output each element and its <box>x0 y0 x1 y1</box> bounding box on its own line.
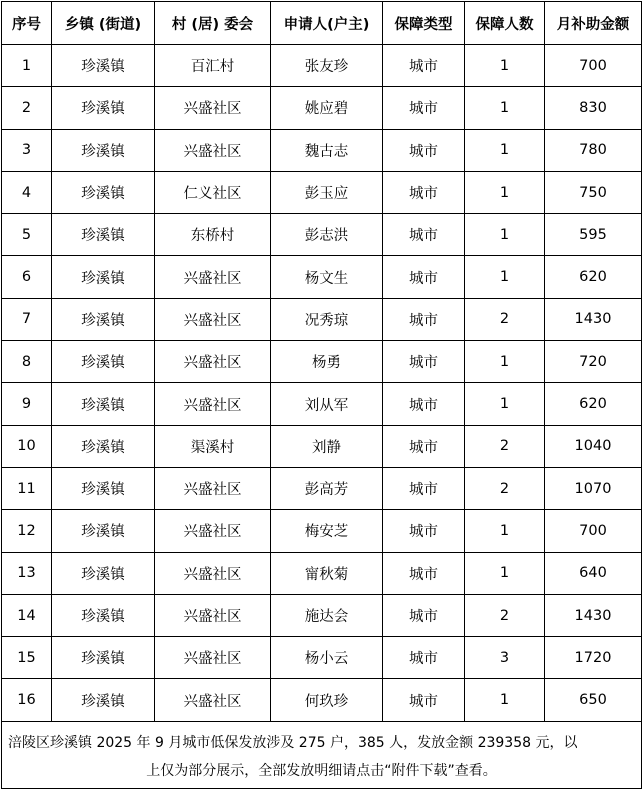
cell-col-persons: 1 <box>465 171 545 213</box>
cell-col-type: 城市 <box>383 552 465 594</box>
cell-col-village: 百汇村 <box>155 45 271 87</box>
cell-col-applicant: 杨勇 <box>271 341 383 383</box>
cell-col-applicant: 杨小云 <box>271 637 383 679</box>
header-col-index: 序号 <box>2 2 52 45</box>
cell-col-amount: 595 <box>545 214 642 256</box>
cell-col-town: 珍溪镇 <box>52 552 155 594</box>
table-row <box>2 298 642 340</box>
cell-col-index: 7 <box>2 298 52 340</box>
cell-col-town: 珍溪镇 <box>52 467 155 509</box>
cell-col-village: 兴盛社区 <box>155 129 271 171</box>
cell-col-applicant: 刘静 <box>271 425 383 467</box>
cell-col-type: 城市 <box>383 510 465 552</box>
cell-col-village: 兴盛社区 <box>155 552 271 594</box>
cell-col-applicant: 彭高芳 <box>271 467 383 509</box>
table-row <box>2 510 642 552</box>
cell-col-index: 14 <box>2 594 52 636</box>
summary-note-line1: 涪陵区珍溪镇 2025 年 9 月城市低保发放涉及 275 户，385 人，发放金额 239358 元，以 <box>8 734 578 751</box>
cell-col-town: 珍溪镇 <box>52 341 155 383</box>
cell-col-index: 1 <box>2 45 52 87</box>
cell-col-persons: 1 <box>465 256 545 298</box>
cell-col-persons: 2 <box>465 425 545 467</box>
table-row <box>2 87 642 129</box>
header-col-amount: 月补助金额 <box>545 2 642 45</box>
cell-col-town: 珍溪镇 <box>52 594 155 636</box>
cell-col-index: 6 <box>2 256 52 298</box>
cell-col-type: 城市 <box>383 298 465 340</box>
cell-col-amount: 750 <box>545 171 642 213</box>
header-row <box>2 2 642 45</box>
cell-col-town: 珍溪镇 <box>52 637 155 679</box>
summary-note-line2: 上仅为部分展示，全部发放明细请点击“附件下载”查看。 <box>146 762 497 779</box>
cell-col-applicant: 梅安芝 <box>271 510 383 552</box>
cell-col-amount: 830 <box>545 87 642 129</box>
table-row <box>2 552 642 594</box>
header-col-applicant: 申请人(户主) <box>271 2 383 45</box>
cell-col-village: 渠溪村 <box>155 425 271 467</box>
cell-col-town: 珍溪镇 <box>52 425 155 467</box>
table-row <box>2 383 642 425</box>
cell-col-type: 城市 <box>383 129 465 171</box>
cell-col-persons: 2 <box>465 298 545 340</box>
cell-col-type: 城市 <box>383 87 465 129</box>
cell-col-applicant: 甯秋菊 <box>271 552 383 594</box>
cell-col-village: 兴盛社区 <box>155 594 271 636</box>
cell-col-amount: 700 <box>545 510 642 552</box>
cell-col-town: 珍溪镇 <box>52 214 155 256</box>
cell-col-town: 珍溪镇 <box>52 129 155 171</box>
cell-col-index: 5 <box>2 214 52 256</box>
table-row <box>2 341 642 383</box>
cell-col-index: 4 <box>2 171 52 213</box>
cell-col-type: 城市 <box>383 594 465 636</box>
cell-col-applicant: 施达会 <box>271 594 383 636</box>
cell-col-persons: 1 <box>465 552 545 594</box>
cell-col-persons: 1 <box>465 87 545 129</box>
cell-col-applicant: 况秀琼 <box>271 298 383 340</box>
cell-col-index: 15 <box>2 637 52 679</box>
cell-col-amount: 780 <box>545 129 642 171</box>
cell-col-amount: 720 <box>545 341 642 383</box>
cell-col-village: 兴盛社区 <box>155 679 271 721</box>
cell-col-applicant: 刘从军 <box>271 383 383 425</box>
cell-col-index: 12 <box>2 510 52 552</box>
cell-col-index: 9 <box>2 383 52 425</box>
cell-col-town: 珍溪镇 <box>52 383 155 425</box>
cell-col-village: 兴盛社区 <box>155 383 271 425</box>
cell-col-applicant: 彭志洪 <box>271 214 383 256</box>
header-col-village: 村 (居) 委会 <box>155 2 271 45</box>
cell-col-amount: 1040 <box>545 425 642 467</box>
table-row <box>2 256 642 298</box>
cell-col-type: 城市 <box>383 341 465 383</box>
cell-col-applicant: 姚应碧 <box>271 87 383 129</box>
cell-col-persons: 1 <box>465 129 545 171</box>
cell-col-amount: 700 <box>545 45 642 87</box>
cell-col-index: 10 <box>2 425 52 467</box>
cell-col-town: 珍溪镇 <box>52 87 155 129</box>
cell-col-amount: 1430 <box>545 594 642 636</box>
note-row <box>2 721 642 788</box>
cell-col-type: 城市 <box>383 679 465 721</box>
cell-col-amount: 1720 <box>545 637 642 679</box>
table-row <box>2 637 642 679</box>
cell-col-type: 城市 <box>383 425 465 467</box>
cell-col-village: 兴盛社区 <box>155 510 271 552</box>
cell-col-applicant: 张友珍 <box>271 45 383 87</box>
cell-col-village: 仁义社区 <box>155 171 271 213</box>
header-col-town: 乡镇 (街道) <box>52 2 155 45</box>
cell-col-amount: 1430 <box>545 298 642 340</box>
cell-col-village: 东桥村 <box>155 214 271 256</box>
cell-col-persons: 1 <box>465 45 545 87</box>
cell-col-persons: 1 <box>465 383 545 425</box>
cell-col-town: 珍溪镇 <box>52 298 155 340</box>
cell-col-index: 3 <box>2 129 52 171</box>
table-row <box>2 425 642 467</box>
cell-col-index: 16 <box>2 679 52 721</box>
cell-col-town: 珍溪镇 <box>52 510 155 552</box>
cell-col-type: 城市 <box>383 171 465 213</box>
cell-col-applicant: 彭玉应 <box>271 171 383 213</box>
cell-col-index: 8 <box>2 341 52 383</box>
table-body <box>2 45 642 722</box>
table-row <box>2 214 642 256</box>
cell-col-type: 城市 <box>383 256 465 298</box>
cell-col-type: 城市 <box>383 45 465 87</box>
cell-col-index: 13 <box>2 552 52 594</box>
cell-col-town: 珍溪镇 <box>52 45 155 87</box>
cell-col-persons: 2 <box>465 467 545 509</box>
cell-col-applicant: 魏古志 <box>271 129 383 171</box>
cell-col-town: 珍溪镇 <box>52 171 155 213</box>
header-col-persons: 保障人数 <box>465 2 545 45</box>
cell-col-town: 珍溪镇 <box>52 679 155 721</box>
table-row <box>2 171 642 213</box>
cell-col-town: 珍溪镇 <box>52 256 155 298</box>
table-row <box>2 594 642 636</box>
cell-col-village: 兴盛社区 <box>155 87 271 129</box>
summary-note <box>2 721 642 788</box>
cell-col-type: 城市 <box>383 637 465 679</box>
cell-col-persons: 1 <box>465 510 545 552</box>
cell-col-amount: 620 <box>545 256 642 298</box>
cell-col-village: 兴盛社区 <box>155 467 271 509</box>
cell-col-amount: 620 <box>545 383 642 425</box>
cell-col-type: 城市 <box>383 467 465 509</box>
cell-col-village: 兴盛社区 <box>155 298 271 340</box>
cell-col-amount: 640 <box>545 552 642 594</box>
cell-col-index: 11 <box>2 467 52 509</box>
cell-col-type: 城市 <box>383 214 465 256</box>
cell-col-applicant: 杨文生 <box>271 256 383 298</box>
cell-col-index: 2 <box>2 87 52 129</box>
table-row <box>2 679 642 721</box>
cell-col-persons: 3 <box>465 637 545 679</box>
cell-col-amount: 1070 <box>545 467 642 509</box>
table-row <box>2 45 642 87</box>
header-col-type: 保障类型 <box>383 2 465 45</box>
cell-col-village: 兴盛社区 <box>155 256 271 298</box>
table-row <box>2 129 642 171</box>
cell-col-persons: 1 <box>465 679 545 721</box>
cell-col-persons: 2 <box>465 594 545 636</box>
cell-col-persons: 1 <box>465 341 545 383</box>
cell-col-amount: 650 <box>545 679 642 721</box>
cell-col-type: 城市 <box>383 383 465 425</box>
table-row <box>2 467 642 509</box>
cell-col-persons: 1 <box>465 214 545 256</box>
cell-col-applicant: 何玖珍 <box>271 679 383 721</box>
cell-col-village: 兴盛社区 <box>155 637 271 679</box>
subsidy-table <box>1 1 642 789</box>
cell-col-village: 兴盛社区 <box>155 341 271 383</box>
